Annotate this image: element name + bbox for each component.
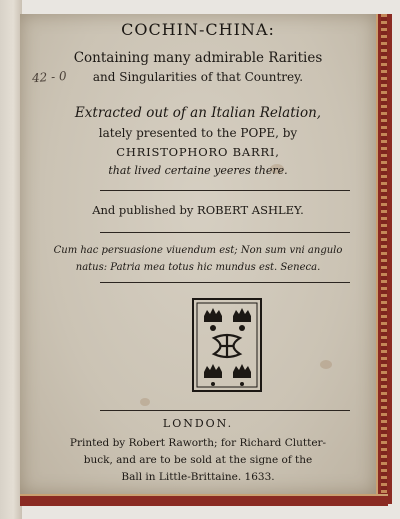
rule-4 [100, 410, 350, 411]
foxing-stain [140, 398, 150, 406]
rule-2 [100, 232, 350, 233]
latin-motto-line-2: natus: Patria mea totus hic mundus est. Seneca. [75, 262, 321, 273]
extract-line-2: lately presented to the POPE, by [98, 126, 298, 140]
book-cover-edge-right [376, 14, 392, 504]
imprint-line-3: Ball in Little-Brittaine. 1633. [121, 471, 275, 483]
rule-3 [100, 282, 350, 283]
book-title: COCHIN-CHINA: [121, 20, 275, 39]
extract-line-1: Extracted out of an Italian Relation, [74, 105, 322, 121]
imprint-line-1: Printed by Robert Raworth; for Richard Clutter- [69, 437, 327, 449]
imprint-line-2: buck, and are to be sold at the signe of the [83, 454, 313, 466]
rule-1 [100, 190, 350, 191]
printers-device-icon [192, 298, 262, 392]
foxing-stain [320, 360, 332, 369]
subtitle-line-1: Containing many admirable Rarities [73, 50, 323, 66]
publisher-credit: And published by ROBERT ASHLEY. [92, 203, 304, 217]
title-page [20, 14, 376, 494]
author-name: CHRISTOPHORO BARRI, [116, 145, 280, 159]
extract-line-4: that lived certaine yeeres there. [108, 164, 288, 177]
subtitle-line-2: and Singularities of that Countrey. [92, 70, 304, 84]
handwritten-note: 42 - 0 [31, 68, 68, 86]
book-gutter [0, 0, 22, 519]
book-cover-edge-bottom [20, 494, 388, 506]
imprint-place: LONDON. [162, 417, 234, 430]
latin-motto-line-1: Cum hac persuasione viuendum est; Non sum vni angulo [53, 245, 343, 256]
